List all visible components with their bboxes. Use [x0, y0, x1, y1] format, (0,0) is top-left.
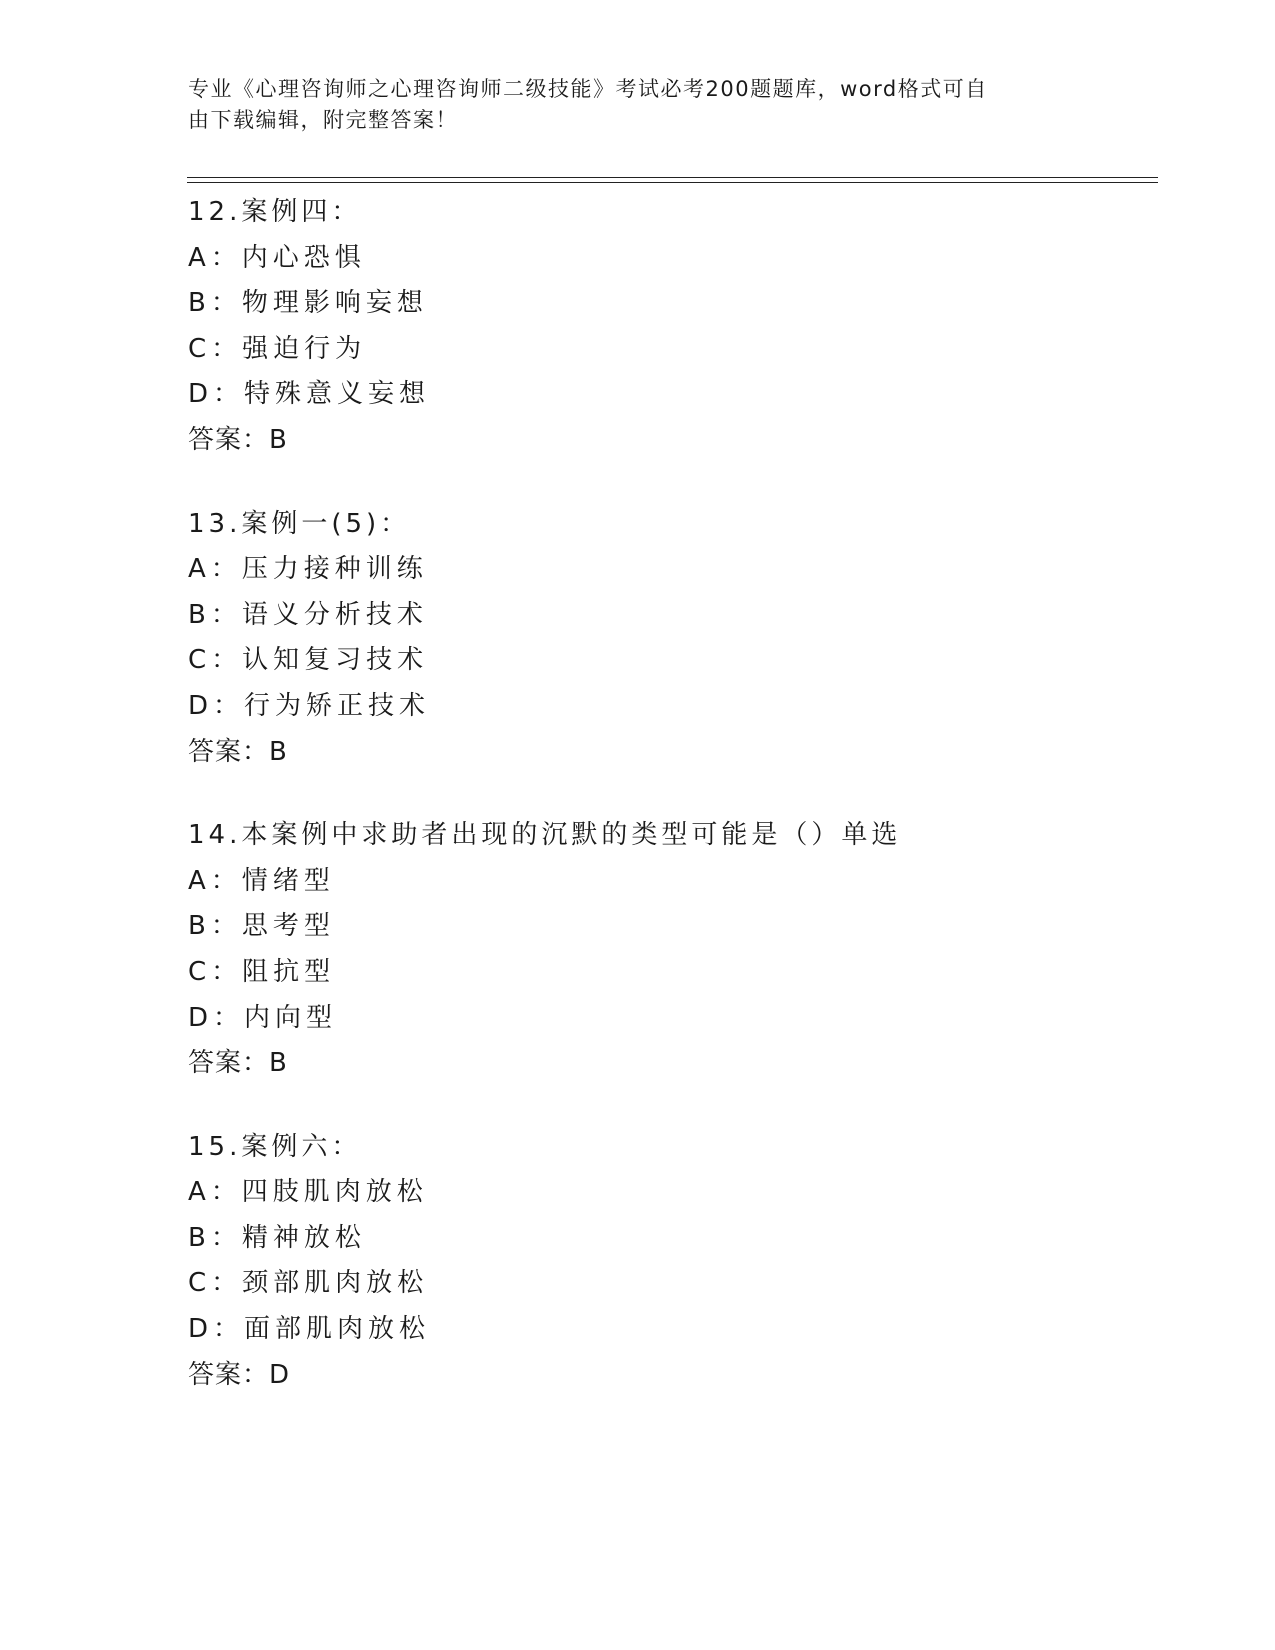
option-c: C：颈部肌肉放松: [188, 1268, 429, 1299]
question-title: 14.本案例中求助者出现的沉默的类型可能是（）单选: [188, 820, 902, 851]
question-13: [188, 502, 1148, 776]
option-b: B：精神放松: [188, 1222, 366, 1253]
option-b: B：语义分析技术: [188, 599, 428, 630]
option-a: A：内心恐惧: [188, 242, 366, 273]
question-title: 13.案例一(5)：: [188, 508, 411, 539]
option-d: D：行为矫正技术: [188, 690, 431, 721]
option-c: C：阻抗型: [188, 956, 336, 987]
document-header: [188, 74, 1068, 136]
answer-line: 答案：B: [188, 1048, 288, 1079]
option-d: D：内向型: [188, 1002, 338, 1033]
header-divider: [187, 177, 1158, 183]
question-12: [188, 190, 1148, 464]
option-a: A：四肢肌肉放松: [188, 1177, 428, 1208]
option-b: B：思考型: [188, 911, 335, 942]
question-title: 12.案例四：: [188, 197, 362, 227]
header-line-2: 由下载编辑，附完整答案！: [188, 108, 458, 132]
option-d: D：面部肌肉放松: [188, 1314, 431, 1345]
answer-line: 答案：B: [188, 736, 288, 767]
option-d: D：特殊意义妄想: [188, 379, 431, 410]
question-title: 15.案例六：: [188, 1131, 362, 1162]
question-14: [188, 813, 1148, 1087]
question-list: [188, 190, 1148, 1436]
answer-line: 答案：B: [188, 424, 288, 455]
option-c: C：强迫行为: [188, 333, 367, 364]
answer-line: 答案：D: [188, 1359, 291, 1390]
option-a: A：压力接种训练: [188, 554, 428, 585]
option-c: C：认知复习技术: [188, 645, 429, 676]
option-a: A：情绪型: [188, 865, 335, 896]
header-line-1: 专业《心理咨询师之心理咨询师二级技能》考试必考200题题库，word格式可自: [188, 77, 988, 101]
option-b: B：物理影响妄想: [188, 288, 428, 319]
question-15: [188, 1125, 1148, 1399]
